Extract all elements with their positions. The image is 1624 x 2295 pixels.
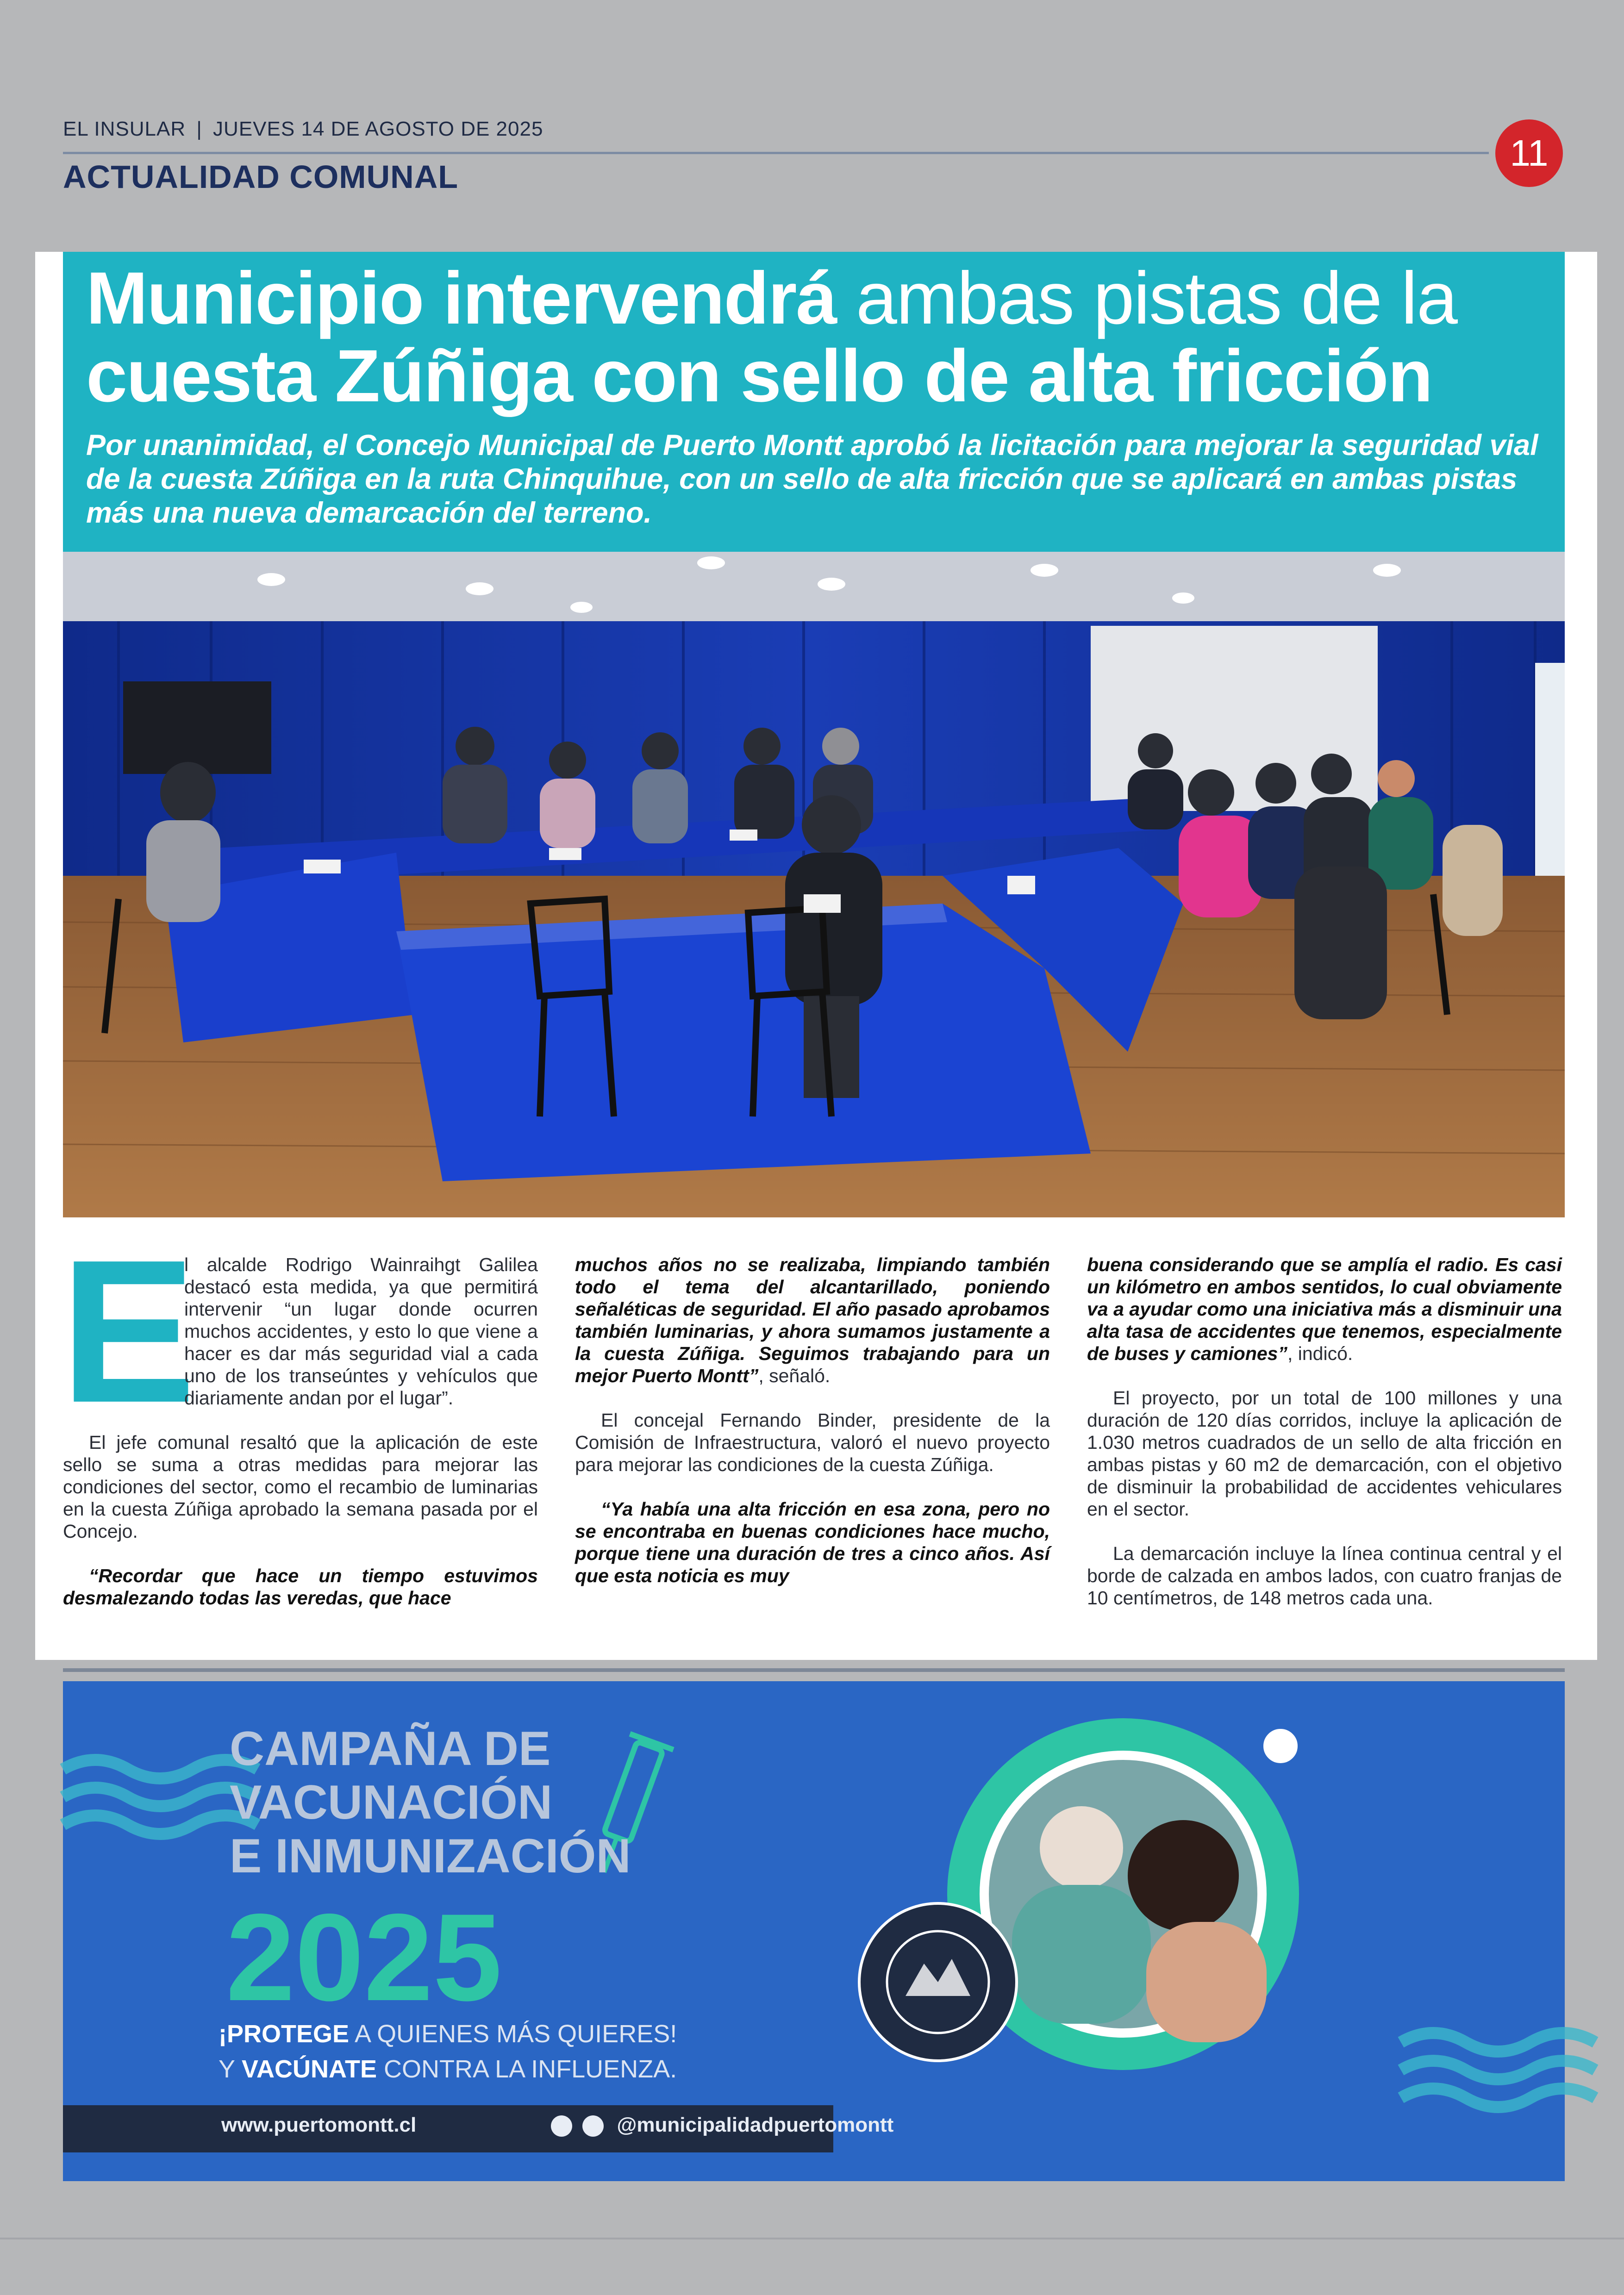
- ad-title-line-1: CAMPAÑA DE: [230, 1722, 551, 1776]
- quote-text: buena considerando que se amplía el radio. Es casi un kilómetro en ambos sentidos, lo cual obviamente va a ayudar como una iniciativa más a disminuir una alta tasa de accidentes que tenemos, especialmente de buses y camiones”: [1087, 1254, 1562, 1364]
- tagline-bold: VACÚNATE: [242, 2055, 377, 2083]
- ad-title: [230, 1722, 785, 1883]
- instagram-icon: [551, 2115, 572, 2137]
- paragraph: El concejal Fernando Binder, presidente de la Comisión de Infraestructura, valoró el nuevo proyecto para mejorar las condiciones de la cuesta Zúñiga.: [575, 1409, 1050, 1475]
- tagline-start: Y: [219, 2055, 242, 2083]
- publication-date: JUEVES 14 DE AGOSTO DE 2025: [213, 118, 543, 140]
- meeting-room-photo: [63, 552, 1565, 1217]
- article-column-1: [60, 1218, 538, 1631]
- ad-social[interactable]: [551, 2114, 893, 2137]
- headline-bold-line-2: cuesta Zúñiga con sello de alta fricción: [86, 334, 1432, 417]
- article-column-2: [575, 1254, 1050, 1609]
- subheadline: Por unanimidad, el Concejo Municipal de Puerto Montt aprobó la licitación para mejorar la seguridad vial de la cuesta Zúñiga en la ruta Chinquihue, con un sello de alta fricción que se aplicará en ambas pistas más una nueva demarcación del terreno.: [86, 429, 1538, 529]
- paragraph: [575, 1254, 1050, 1387]
- social-handle: @municipalidadpuertomontt: [617, 2114, 894, 2136]
- tagline-bold: ¡PROTEGE: [219, 2020, 350, 2048]
- paragraph: La demarcación incluye la línea continua central y el borde de calzada en ambos lados, con cuatro franjas de 10 centímetros, de 148 metros cada una.: [1087, 1543, 1562, 1609]
- ad-tagline: [219, 2016, 677, 2087]
- paragraph: l alcalde Rodrigo Wainraihgt Galilea destacó esta medida, ya que permitirá intervenir “un lugar donde ocurren muchos accidentes, y esto lo que viene a hacer es dar más seguridad vial a cada uno de los transeúntes y vehículos que diariamente andan por el lugar”.: [184, 1254, 538, 1409]
- header-rule: [63, 152, 1489, 154]
- tagline-rest: A QUIENES MÁS QUIERES!: [349, 2020, 677, 2048]
- quote-paragraph: “Recordar que hace un tiempo estuvimos desmalezando todas las veredas, que hace: [63, 1565, 538, 1609]
- bottom-rule: [0, 2238, 1624, 2239]
- paragraph: [1087, 1254, 1562, 1365]
- page-number-badge: 11: [1495, 119, 1563, 187]
- paragraph: El proyecto, por un total de 100 millones y una duración de 120 días corridos, incluye la aplicación de 1.030 metros cuadrados de un sello de alta fricción en ambas pistas y 60 m2 de demarcación, con el objetivo de disminuir la probabilidad de accidentes vehiculares en el sector.: [1087, 1387, 1562, 1520]
- quote-paragraph: “Ya había una alta fricción en esa zona, pero no se encontraba en buenas condiciones hace mucho, porque tiene una duración de tres a cinco años. Así que esta noticia es muy: [575, 1498, 1050, 1586]
- ad-year: 2025: [226, 1888, 502, 2027]
- headline-bold-part: Municipio intervendrá: [86, 256, 837, 339]
- attribution: , señaló.: [758, 1365, 831, 1386]
- header-separator: |: [196, 118, 202, 140]
- municipality-seal-icon: [859, 1903, 1017, 2061]
- paragraph: El jefe comunal resaltó que la aplicación de este sello se suma a otras medidas para mejorar las condiciones del sector, como el recambio de luminarias en la cuesta Zúñiga aprobado la semana pasada por el Concejo.: [63, 1432, 538, 1542]
- article-photo: [63, 552, 1565, 1217]
- publication-name: EL INSULAR: [63, 118, 186, 140]
- dropcap-letter-e: [60, 1218, 196, 1445]
- ad-title-line-2: VACUNACIÓN: [230, 1776, 553, 1829]
- tagline-rest: CONTRA LA INFLUENZA.: [377, 2055, 677, 2083]
- svg-text:E: E: [60, 1218, 196, 1445]
- article-column-3: [1087, 1254, 1562, 1631]
- publication-header: [63, 118, 1489, 141]
- attribution: , indicó.: [1287, 1343, 1353, 1364]
- headline-light-part: ambas pistas de la: [856, 256, 1457, 339]
- separator-rule: [63, 1668, 1565, 1672]
- facebook-icon: [582, 2115, 604, 2137]
- headline: [86, 256, 1544, 417]
- quote-text: muchos años no se realizaba, limpiando también todo el tema del alcantarillado, poniendo señaléticas de seguridad. El año pasado aprobamos también luminarias, y ahora sumamos justamente a la cuesta Zúñiga. Seguimos trabajando para un mejor Puerto Montt”: [575, 1254, 1050, 1386]
- ad-website-link[interactable]: www.puertomontt.cl: [221, 2114, 417, 2136]
- section-title: ACTUALIDAD COMUNAL: [63, 159, 459, 195]
- ad-title-line-3: E INMUNIZACIÓN: [230, 1829, 631, 1883]
